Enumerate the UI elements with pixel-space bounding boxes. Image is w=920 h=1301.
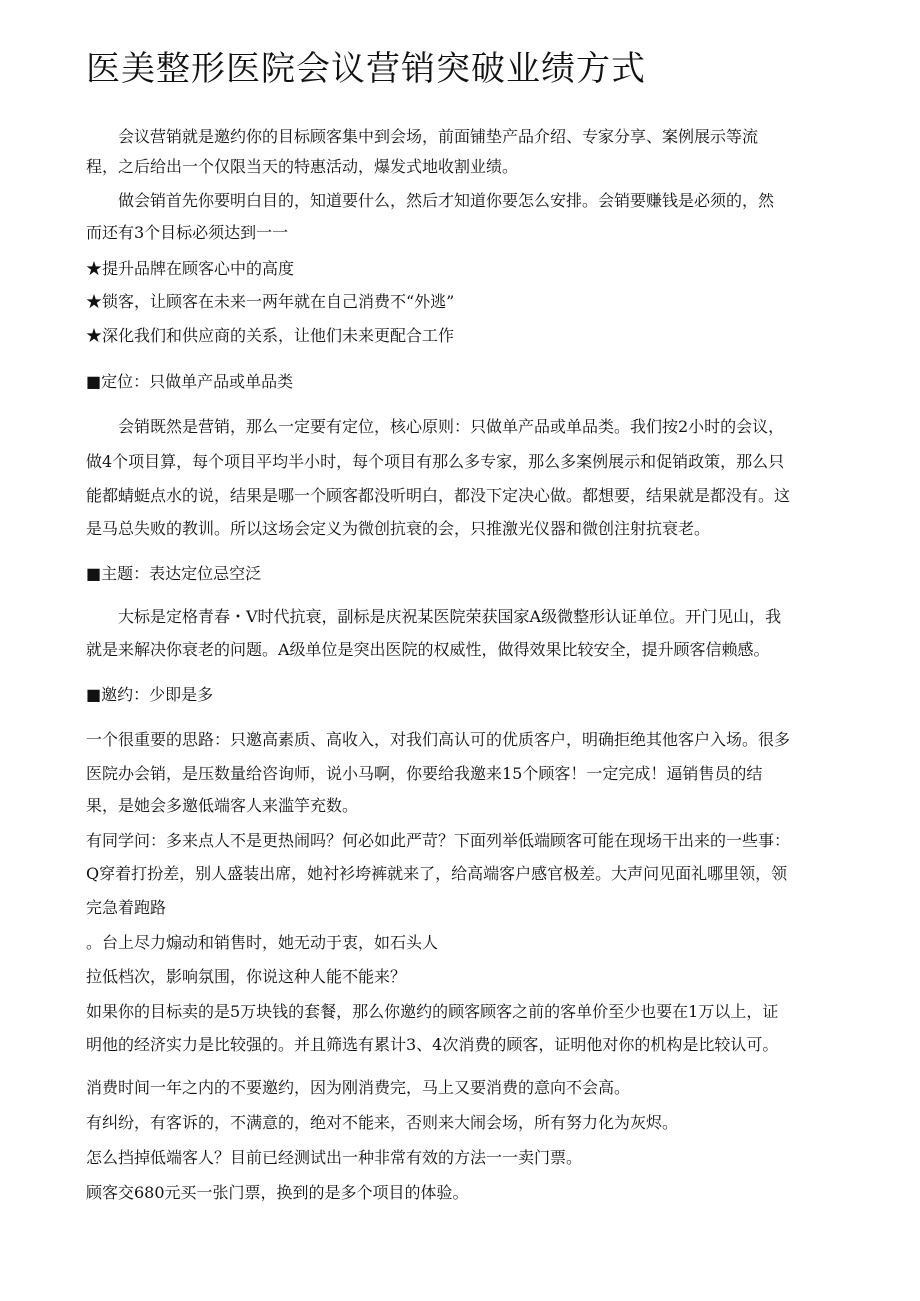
- paragraph-line: 有同学问：多来点人不是更热闹吗？何必如此严苛？下面列举低端顾客可能在现场干出来的一些事：: [86, 831, 791, 850]
- paragraph-line: 大标是定格青春・V时代抗衰，副标是庆祝某医院荣获国家A级微整形认证单位。开门见山，我: [118, 607, 782, 626]
- paragraph-line: 完急着跑路: [86, 898, 167, 917]
- paragraph-line: 会销既然是营销，那么一定要有定位，核心原则：只做单产品或单品类。我们按2小时的会议，: [118, 417, 785, 436]
- paragraph-line: 顾客交680元买一张门票，换到的是多个项目的体验。: [86, 1183, 469, 1202]
- paragraph-line: 拉低档次，影响氛围，你说这种人能不能来？: [86, 967, 407, 986]
- paragraph-line: 程，之后给出一个仅限当天的特惠活动，爆发式地收割业绩。: [86, 157, 519, 176]
- paragraph-line: 能都蜻蜓点水的说，结果是哪一个顾客都没听明白，都没下定决心做。都想要，结果就是都没有。这: [86, 486, 791, 505]
- paragraph-line: 是马总失败的教训。所以这场会定义为微创抗衰的会，只推激光仪器和微创注射抗衰老。: [86, 519, 711, 538]
- bullet-item: ★锁客，让顾客在未来一两年就在自己消费不“外逃”: [86, 292, 455, 311]
- paragraph-line: 有纠纷，有客诉的，不满意的，绝对不能来，否则来大闹会场，所有努力化为灰烬。: [86, 1113, 679, 1132]
- paragraph-line: 。台上尽力煽动和销售时，她无动于衷，如石头人: [86, 933, 439, 952]
- paragraph-line: 医院办会销，是压数量给咨询师，说小马啊，你要给我邀来15个顾客！一定完成！逼销售员的结: [86, 764, 763, 783]
- paragraph-line: Q穿着打扮差，别人盛装出席，她衬衫垮裤就来了，给高端客户感官极差。大声问见面礼哪里领，领: [86, 864, 788, 883]
- section-heading: ■定位：只做单产品或单品类: [86, 372, 294, 391]
- paragraph-line: 做会销首先你要明白目的，知道要什么，然后才知道你要怎么安排。会销要赚钱是必须的，然: [118, 191, 775, 210]
- paragraph-line: 如果你的目标卖的是5万块钱的套餐，那么你邀约的顾客顾客之前的客单价至少也要在1万以上，证: [86, 1002, 779, 1021]
- page-title: 医美整形医院会议营销突破业绩方式: [86, 49, 646, 89]
- section-heading: ■邀约：少即是多: [86, 685, 214, 704]
- paragraph-line: 做4个项目算，每个项目平均半小时，每个项目有那么多专家，那么多案例展示和促销政策，那么只: [86, 452, 785, 471]
- bullet-item: ★提升品牌在顾客心中的高度: [86, 259, 295, 278]
- paragraph-line: 消费时间一年之内的不要邀约，因为刚消费完，马上又要消费的意向不会高。: [86, 1078, 631, 1097]
- section-heading: ■主题：表达定位忌空泛: [86, 564, 262, 583]
- paragraph-line: 明他的经济实力是比较强的。并且筛选有累计3、4次消费的顾客，证明他对你的机构是比较认可。: [86, 1035, 779, 1054]
- paragraph-line: 就是来解决你衰老的问题。A级单位是突出医院的权威性，做得效果比较安全，提升顾客信赖感。: [86, 640, 770, 659]
- paragraph-line: 一个很重要的思路：只邀高素质、高收入，对我们高认可的优质客户，明确拒绝其他客户入场。很多: [86, 730, 791, 749]
- paragraph-line: 而还有3个目标必须达到一一: [86, 223, 289, 242]
- paragraph-line: 怎么挡掉低端客人？目前已经测试出一种非常有效的方法一一卖门票。: [86, 1148, 583, 1167]
- bullet-item: ★深化我们和供应商的关系，让他们未来更配合工作: [86, 326, 455, 345]
- paragraph-line: 会议营销就是邀约你的目标顾客集中到会场，前面铺垫产品介绍、专家分享、案例展示等流: [118, 127, 759, 146]
- paragraph-line: 果，是她会多邀低端客人来滥竽充数。: [86, 796, 359, 815]
